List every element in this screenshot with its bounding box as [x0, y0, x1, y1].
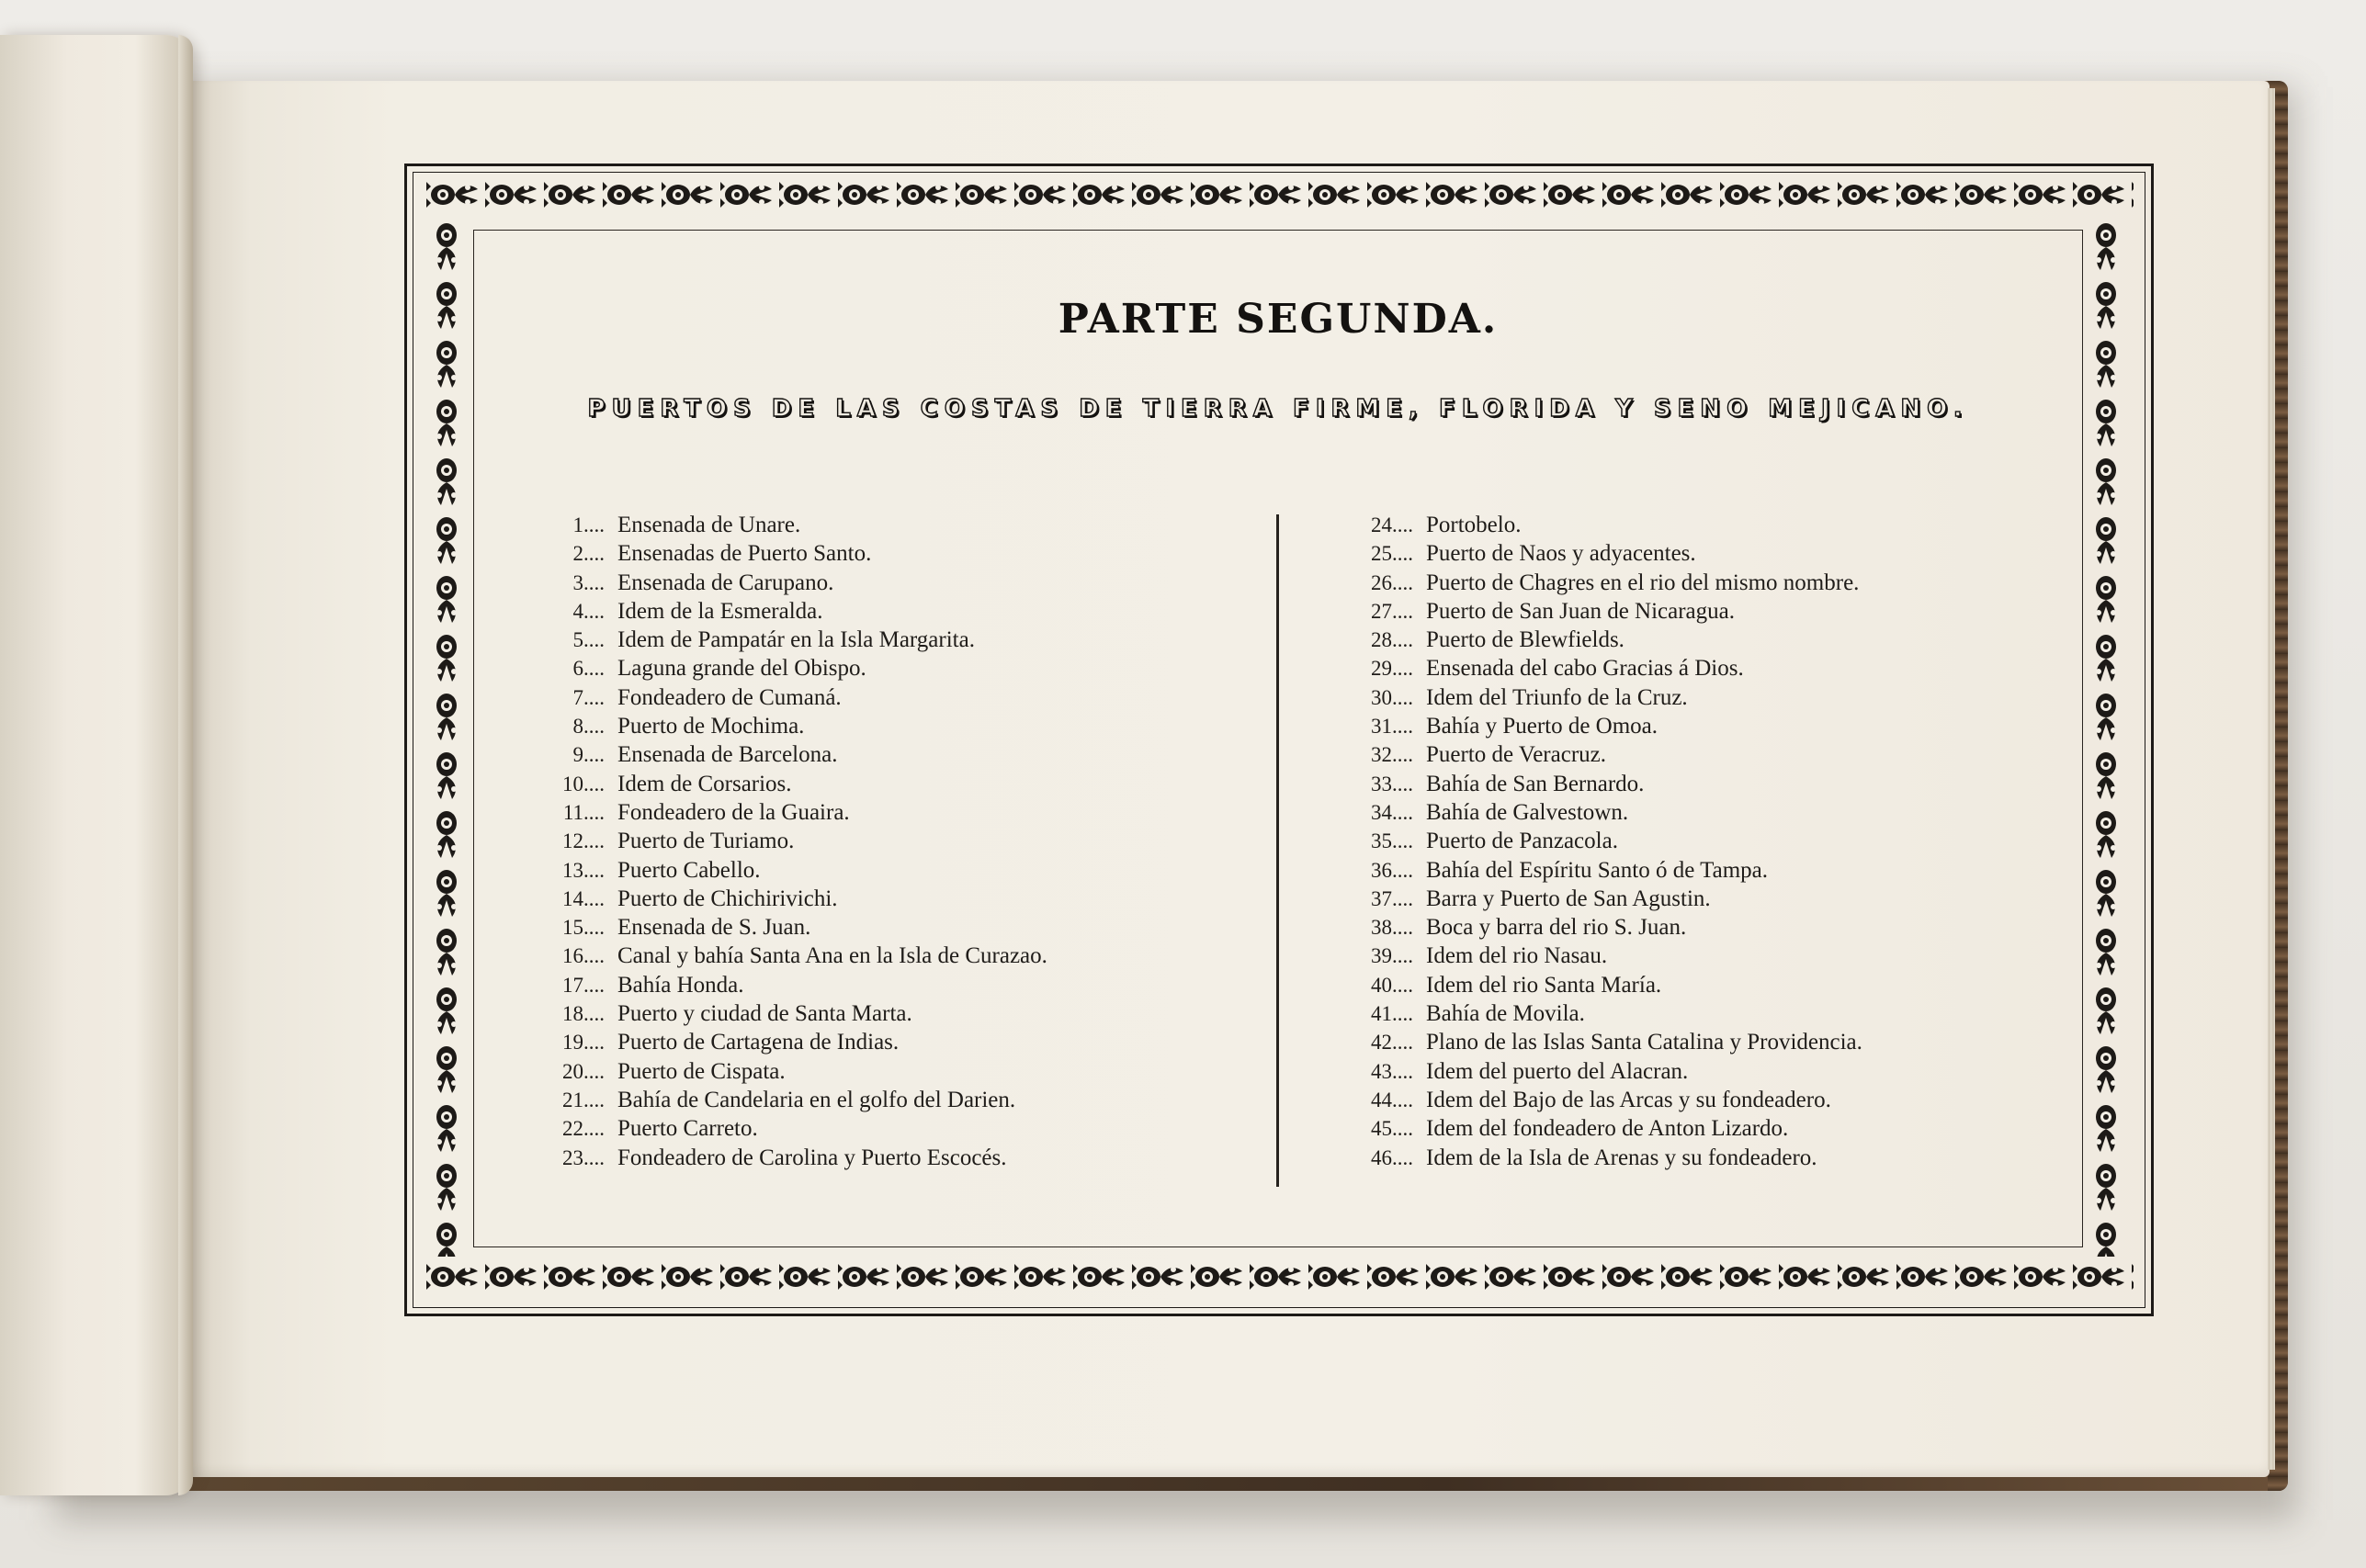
- floral-border-top-icon: [425, 176, 2134, 213]
- toc-entry: [1323, 1116, 2077, 1145]
- toc-entry: [515, 886, 1250, 915]
- toc-title: Bahía de San Bernardo.: [1426, 771, 1645, 796]
- toc-number: 39....: [1371, 944, 1413, 968]
- toc-number: 37....: [1371, 886, 1413, 910]
- toc-title: Puerto de Turiamo.: [617, 829, 795, 854]
- toc-entry: [515, 742, 1250, 771]
- toc-number: 18....: [562, 1002, 605, 1026]
- toc-entry: [1323, 1059, 2077, 1088]
- toc-number: 7....: [572, 685, 605, 709]
- toc-number: 40....: [1371, 973, 1413, 997]
- toc-entry: [515, 627, 1250, 656]
- column-divider: [1276, 514, 1279, 1187]
- toc-entry: [515, 858, 1250, 886]
- toc-number: 15....: [562, 916, 605, 940]
- toc-title: Fondeadero de la Guaira.: [617, 799, 850, 825]
- toc-entry: [515, 973, 1250, 1001]
- toc-number: 13....: [562, 858, 605, 882]
- toc-number: 45....: [1371, 1117, 1413, 1141]
- toc-number: 12....: [562, 829, 605, 853]
- toc-entry: [515, 541, 1250, 570]
- toc-entry: [515, 829, 1250, 857]
- toc-entry: [515, 915, 1250, 943]
- toc-number: 10....: [562, 772, 605, 795]
- toc-entry: [1323, 1030, 2077, 1058]
- toc-entry: [515, 772, 1250, 800]
- toc-entry: [515, 714, 1250, 742]
- toc-title: Puerto de Naos y adyacentes.: [1426, 541, 1696, 567]
- toc-number: 31....: [1371, 715, 1413, 739]
- toc-entry: [1323, 627, 2077, 656]
- toc-title: Idem del puerto del Alacran.: [1426, 1058, 1689, 1084]
- toc-entry: [515, 1145, 1250, 1174]
- toc-title: Ensenada del cabo Gracias á Dios.: [1426, 656, 1744, 682]
- toc-entry: [515, 800, 1250, 829]
- toc-number: 20....: [562, 1059, 605, 1083]
- toc-title: Ensenada de Carupano.: [617, 570, 834, 595]
- toc-title: Fondeadero de Carolina y Puerto Escocés.: [617, 1145, 1007, 1170]
- toc-title: Idem de la Isla de Arenas y su fondeadero.: [1426, 1145, 1817, 1170]
- toc-entry: [1323, 714, 2077, 742]
- toc-entry: [1323, 915, 2077, 943]
- toc-entry: [1323, 685, 2077, 714]
- toc-left-column: [515, 513, 1250, 1174]
- toc-entry: [515, 513, 1250, 541]
- toc-entry: [1323, 570, 2077, 599]
- toc-title: Puerto de Chichirivichi.: [617, 886, 838, 911]
- toc-entry: [515, 1088, 1250, 1116]
- toc-title: Ensenada de S. Juan.: [617, 915, 811, 941]
- toc-entry: [1323, 742, 2077, 771]
- toc-title: Idem del fondeadero de Anton Lizardo.: [1426, 1116, 1789, 1142]
- toc-entry: [1323, 541, 2077, 570]
- toc-entry: [1323, 599, 2077, 627]
- toc-right-column: [1323, 513, 2077, 1174]
- toc-title: Ensenada de Barcelona.: [617, 742, 838, 768]
- toc-title: Plano de las Islas Santa Catalina y Providencia.: [1426, 1030, 1862, 1055]
- toc-number: 2....: [572, 542, 605, 566]
- toc-number: 38....: [1371, 916, 1413, 940]
- toc-number: 42....: [1371, 1031, 1413, 1055]
- toc-number: 4....: [572, 599, 605, 623]
- toc-entry: [1323, 656, 2077, 684]
- toc-title: Boca y barra del rio S. Juan.: [1426, 915, 1687, 941]
- toc-entry: [1323, 973, 2077, 1001]
- toc-title: Puerto de Mochima.: [617, 714, 805, 739]
- toc-number: 23....: [562, 1145, 605, 1169]
- toc-title: Puerto y ciudad de Santa Marta.: [617, 1001, 912, 1027]
- toc-number: 29....: [1371, 657, 1413, 681]
- toc-entry: [1323, 943, 2077, 972]
- toc-title: Idem de Corsarios.: [617, 771, 792, 796]
- toc-title: Laguna grande del Obispo.: [617, 656, 866, 682]
- toc-title: Idem del rio Santa María.: [1426, 972, 1662, 998]
- toc-title: Idem del Bajo de las Arcas y su fondeadero.: [1426, 1087, 1831, 1112]
- toc-title: Ensenada de Unare.: [617, 513, 801, 537]
- toc-number: 46....: [1371, 1145, 1413, 1169]
- toc-title: Idem del rio Nasau.: [1426, 943, 1608, 969]
- toc-number: 26....: [1371, 570, 1413, 594]
- toc-number: 41....: [1371, 1002, 1413, 1026]
- toc-number: 36....: [1371, 858, 1413, 882]
- toc-number: 22....: [562, 1117, 605, 1141]
- toc-number: 44....: [1371, 1088, 1413, 1111]
- toc-title: Canal y bahía Santa Ana en la Isla de Curazao.: [617, 943, 1047, 969]
- toc-number: 17....: [562, 973, 605, 997]
- toc-title: Puerto de San Juan de Nicaragua.: [1426, 598, 1735, 624]
- toc-title: Puerto Carreto.: [617, 1116, 758, 1142]
- toc-entry: [515, 656, 1250, 684]
- toc-entry: [515, 685, 1250, 714]
- toc-number: 30....: [1371, 685, 1413, 709]
- toc-entry: [515, 570, 1250, 599]
- toc-entry: [1323, 1145, 2077, 1174]
- page-edge: [2268, 88, 2275, 1470]
- toc-title: Puerto de Blewfields.: [1426, 627, 1625, 653]
- toc-title: Puerto de Veracruz.: [1426, 742, 1606, 768]
- toc-entry: [515, 1059, 1250, 1088]
- toc-entry: [1323, 800, 2077, 829]
- toc-entry: [515, 943, 1250, 972]
- toc-title: Puerto de Cartagena de Indias.: [617, 1030, 900, 1055]
- toc-number: 16....: [562, 944, 605, 968]
- left-page-edge: [178, 35, 193, 1495]
- toc-number: 6....: [572, 657, 605, 681]
- toc-title: Idem de Pampatár en la Isla Margarita.: [617, 627, 975, 653]
- toc-title: Portobelo.: [1426, 513, 1522, 537]
- toc-number: 14....: [562, 886, 605, 910]
- toc-number: 9....: [572, 743, 605, 767]
- toc-number: 34....: [1371, 800, 1413, 824]
- toc-number: 28....: [1371, 628, 1413, 652]
- toc-number: 27....: [1371, 599, 1413, 623]
- toc-entry: [515, 599, 1250, 627]
- toc-title: Bahía de Movila.: [1426, 1001, 1585, 1027]
- toc-title: Bahía de Galvestown.: [1426, 799, 1629, 825]
- toc-title: Ensenadas de Puerto Santo.: [617, 541, 872, 567]
- toc-number: 43....: [1371, 1059, 1413, 1083]
- toc-title: Puerto de Panzacola.: [1426, 829, 1618, 854]
- left-page: [0, 35, 193, 1495]
- toc-number: 19....: [562, 1031, 605, 1055]
- toc-title: Puerto Cabello.: [617, 857, 761, 883]
- toc-title: Fondeadero de Cumaná.: [617, 684, 842, 710]
- toc-number: 5....: [572, 628, 605, 652]
- floral-border-right-icon: [2088, 217, 2124, 1257]
- toc-number: 33....: [1371, 772, 1413, 795]
- toc-title: Idem de la Esmeralda.: [617, 598, 823, 624]
- toc-entry: [1323, 886, 2077, 915]
- toc-title: Barra y Puerto de San Agustin.: [1426, 886, 1711, 911]
- toc-entry: [1323, 829, 2077, 857]
- toc-entry: [1323, 1001, 2077, 1030]
- toc-title: Puerto de Chagres en el rio del mismo nombre.: [1426, 570, 1860, 595]
- floral-border-bottom-icon: [425, 1258, 2134, 1295]
- toc-title: Idem del Triunfo de la Cruz.: [1426, 684, 1688, 710]
- toc-number: 25....: [1371, 542, 1413, 566]
- toc-number: 11....: [562, 800, 605, 824]
- toc-number: 35....: [1371, 829, 1413, 853]
- toc-title: Bahía de Candelaria en el golfo del Darien.: [617, 1087, 1016, 1112]
- toc-number: 21....: [562, 1088, 605, 1111]
- toc-title: Bahía Honda.: [617, 972, 744, 998]
- toc-entry: [1323, 1088, 2077, 1116]
- toc-number: 8....: [572, 715, 605, 739]
- page-title: PARTE SEGUNDA.: [1058, 296, 1499, 343]
- toc-entry: [1323, 858, 2077, 886]
- toc-number: 24....: [1371, 513, 1413, 536]
- toc-title: Bahía del Espíritu Santo ó de Tampa.: [1426, 857, 1769, 883]
- toc-entry: [515, 1001, 1250, 1030]
- toc-number: 3....: [572, 570, 605, 594]
- toc-entry: [515, 1030, 1250, 1058]
- toc-entry: [1323, 772, 2077, 800]
- toc-title: Bahía y Puerto de Omoa.: [1426, 714, 1658, 739]
- page-subtitle: PUERTOS DE LAS COSTAS DE TIERRA FIRME, FLORIDA Y SENO MEJICANO.: [587, 395, 1969, 423]
- toc-entry: [515, 1116, 1250, 1145]
- toc-entry: [1323, 513, 2077, 541]
- toc-number: 1....: [572, 513, 605, 536]
- toc-number: 32....: [1371, 743, 1413, 767]
- toc-title: Puerto de Cispata.: [617, 1058, 786, 1084]
- floral-border-left-icon: [428, 217, 465, 1257]
